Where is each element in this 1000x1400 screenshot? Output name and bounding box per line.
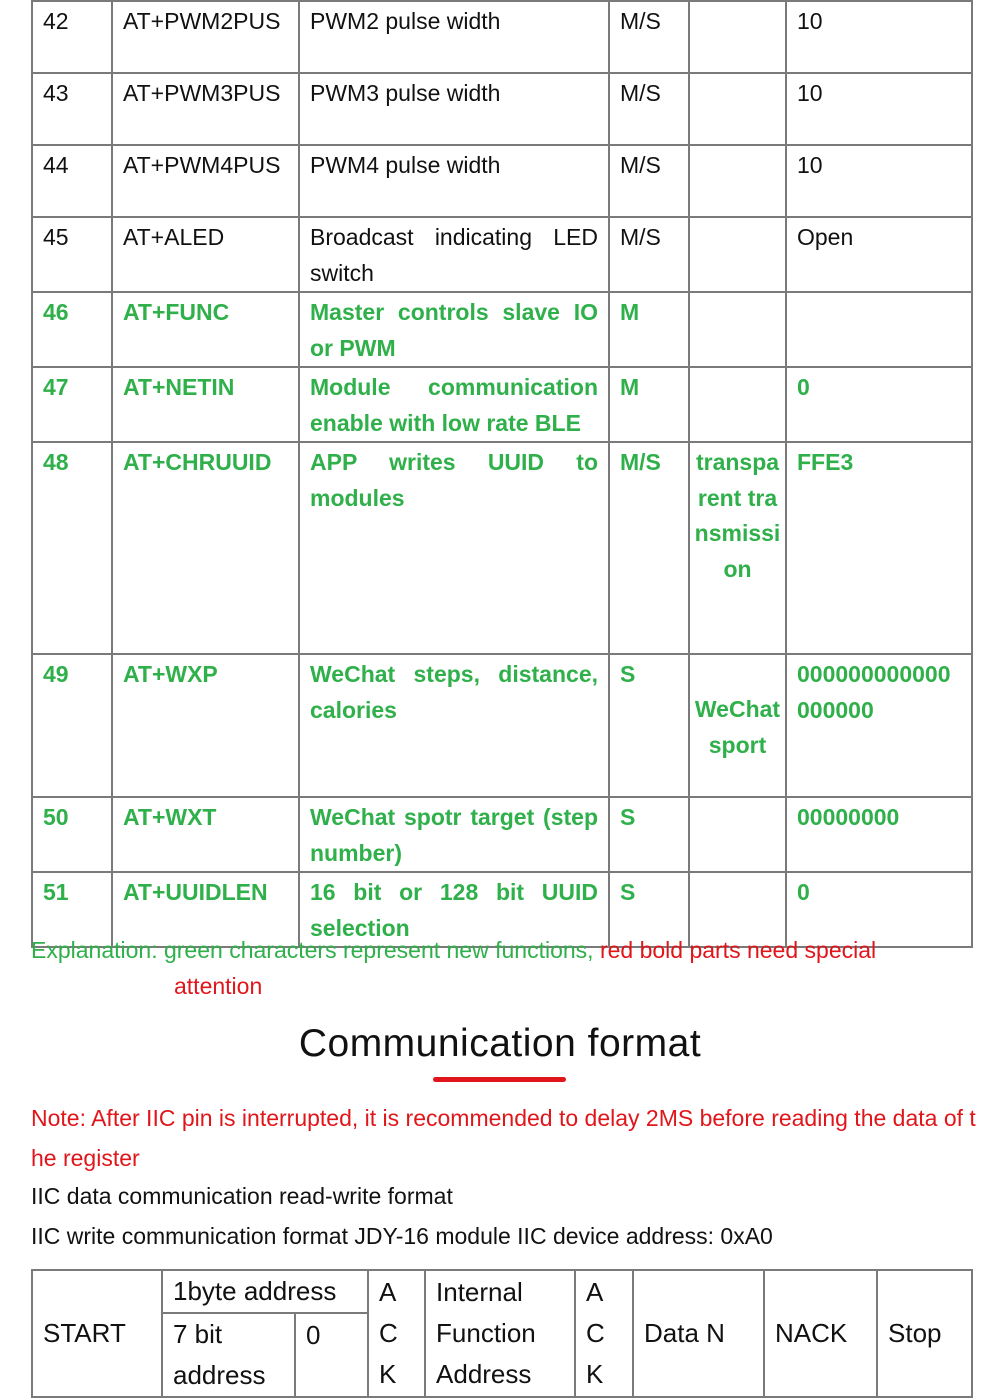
cell-note: transparent transmission	[689, 442, 786, 654]
cell-default: 10	[786, 73, 972, 145]
data-n-cell: Data N	[633, 1270, 764, 1397]
internal-function-address-cell	[425, 1270, 575, 1397]
explanation-text: Explanation: green characters represent new functions,	[31, 937, 594, 963]
nack-cell: NACK	[764, 1270, 877, 1397]
cell-command: AT+PWM3PUS	[112, 73, 299, 145]
ack-letter: K	[379, 1359, 397, 1389]
cell-default: 10	[786, 145, 972, 217]
register-delay-note: Note: After IIC pin is interrupted, it is recommended to delay 2MS before reading the data of the register	[31, 1105, 976, 1171]
cell-command: AT+ALED	[112, 217, 299, 292]
cell-no: 44	[32, 145, 112, 217]
cell-role: S	[609, 872, 689, 947]
ack-letter: A	[379, 1277, 397, 1307]
cell-no: 45	[32, 217, 112, 292]
table-row	[32, 367, 972, 442]
cell-no: 51	[32, 872, 112, 947]
cell-default: 00000000	[786, 797, 972, 872]
ack-letter: C	[379, 1318, 398, 1348]
cell-default: 000000000000000000	[786, 654, 972, 797]
table-row	[32, 73, 972, 145]
cell-role: M/S	[609, 442, 689, 654]
explanation-red-text: red bold parts need special	[599, 937, 877, 963]
cell-note	[689, 1, 786, 73]
cell-role: S	[609, 654, 689, 797]
rw-bit-cell: 0	[295, 1313, 368, 1397]
cell-role: M/S	[609, 145, 689, 217]
cell-command: AT+PWM2PUS	[112, 1, 299, 73]
cell-description: WeChat steps, distance, calories	[299, 654, 609, 797]
explanation-red-text-2: attention	[174, 973, 263, 999]
cell-description: WeChat spotr target (step number)	[299, 797, 609, 872]
cell-command: AT+NETIN	[112, 367, 299, 442]
cell-note	[689, 145, 786, 217]
table-row	[32, 654, 972, 797]
cell-role: S	[609, 797, 689, 872]
ack-cell-2	[575, 1270, 633, 1397]
cell-default: 10	[786, 1, 972, 73]
cell-role: M/S	[609, 73, 689, 145]
cell-no: 49	[32, 654, 112, 797]
command-table	[31, 0, 973, 948]
cell-description: PWM4 pulse width	[299, 145, 609, 217]
addr-line: address	[173, 1360, 266, 1390]
cell-default: FFE3	[786, 442, 972, 654]
ack-letter: C	[586, 1318, 605, 1348]
cell-description: Module communication enable with low rate BLE	[299, 367, 609, 442]
cell-no: 43	[32, 73, 112, 145]
cell-description: Broadcast indicating LED switch	[299, 217, 609, 292]
table-row	[32, 797, 972, 872]
cell-note	[689, 797, 786, 872]
section-title: Communication format	[298, 1022, 702, 1065]
cell-role: M/S	[609, 217, 689, 292]
cell-command: AT+CHRUUID	[112, 442, 299, 654]
cell-command: AT+WXT	[112, 797, 299, 872]
cell-command: AT+WXP	[112, 654, 299, 797]
table-row	[32, 217, 972, 292]
cell-command: AT+PWM4PUS	[112, 145, 299, 217]
cell-note	[689, 367, 786, 442]
read-write-format-text: IIC data communication read-write format	[31, 1183, 453, 1209]
cell-description: Master controls slave IO or PWM	[299, 292, 609, 367]
cell-role: M	[609, 367, 689, 442]
cell-description: PWM2 pulse width	[299, 1, 609, 73]
cell-no: 46	[32, 292, 112, 367]
cell-command: AT+FUNC	[112, 292, 299, 367]
cell-description: PWM3 pulse width	[299, 73, 609, 145]
cell-description: 16 bit or 128 bit UUID selection	[299, 872, 609, 947]
ack-letter: A	[586, 1277, 604, 1307]
cell-default: Open	[786, 217, 972, 292]
cell-note: WeChat sport	[689, 654, 786, 797]
cell-no: 42	[32, 1, 112, 73]
cell-command: AT+UUIDLEN	[112, 872, 299, 947]
write-format-text: IIC write communication format JDY-16 module IIC device address: 0xA0	[31, 1223, 773, 1249]
table-row	[32, 442, 972, 654]
cell-no: 50	[32, 797, 112, 872]
cell-default: 0	[786, 367, 972, 442]
table-row	[32, 292, 972, 367]
table-row	[32, 1, 972, 73]
ack-cell-1	[368, 1270, 425, 1397]
cell-role: M	[609, 292, 689, 367]
explanation-note	[31, 932, 971, 1004]
cell-note	[689, 292, 786, 367]
addr-line: 7 bit	[173, 1319, 223, 1349]
cell-role: M/S	[609, 1, 689, 73]
cell-note	[689, 217, 786, 292]
stop-cell: Stop	[877, 1270, 972, 1397]
table-row	[32, 145, 972, 217]
ack-letter: K	[586, 1359, 604, 1389]
iic-write-format-table	[31, 1269, 973, 1398]
start-cell: START	[32, 1270, 162, 1397]
cell-note	[689, 73, 786, 145]
func-line: Function	[436, 1318, 536, 1348]
cell-default: 0	[786, 872, 972, 947]
func-line: Internal	[436, 1277, 523, 1307]
title-underline	[433, 1077, 566, 1082]
cell-default	[786, 292, 972, 367]
cell-description: APP writes UUID to modules	[299, 442, 609, 654]
seven-bit-address-cell	[162, 1313, 295, 1397]
cell-no: 47	[32, 367, 112, 442]
address-header-cell: 1byte address	[162, 1270, 368, 1313]
func-line: Address	[436, 1359, 532, 1389]
cell-no: 48	[32, 442, 112, 654]
